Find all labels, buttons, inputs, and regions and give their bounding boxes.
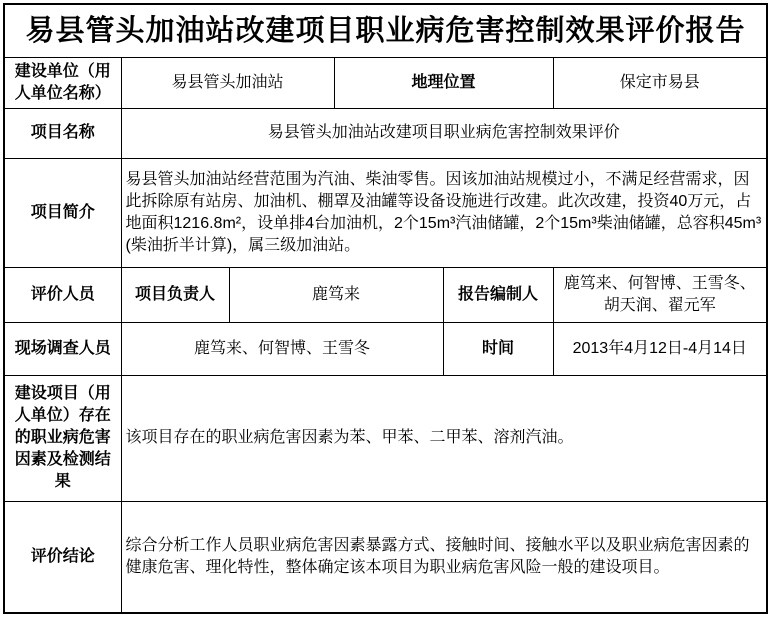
- project-intro-value: 易县管头加油站经营范围为汽油、柴油零售。因该加油站规模过小，不满足经营需求，因此拆除原有站房、加油机、棚罩及油罐等设备设施进行改建。此次改建，投资40万元，占地面积1216.8m²，设单排4台加油机，2个15m³汽油储罐，2个15m³柴油储罐，总容积45m³(柴油折半计算)，属三级加油站。: [121, 158, 767, 267]
- evaluation-report-table: [3, 3, 768, 614]
- hazard-factors-value: 该项目存在的职业病危害因素为苯、甲苯、二甲苯、溶剂汽油。: [121, 375, 767, 501]
- site-investigators-label: 现场调查人员: [4, 322, 121, 375]
- report-title: 易县管头加油站改建项目职业病危害控制效果评价报告: [4, 4, 767, 57]
- time-label: 时间: [443, 322, 553, 375]
- construction-unit-row: [4, 57, 767, 108]
- location-label: 地理位置: [334, 57, 553, 108]
- report-page: [0, 3, 768, 618]
- conclusion-value: 综合分析工作人员职业病危害因素暴露方式、接触时间、接触水平以及职业病危害因素的健康危害、理化特性，整体确定该本项目为职业病危害风险一般的建设项目。: [121, 501, 767, 613]
- hazard-factors-row: [4, 375, 767, 501]
- site-investigators-row: [4, 322, 767, 375]
- project-name-row: [4, 108, 767, 158]
- conclusion-label: 评价结论: [4, 501, 121, 613]
- site-investigators-value: 鹿笃来、何智博、王雪冬: [121, 322, 443, 375]
- project-name-label: 项目名称: [4, 108, 121, 158]
- conclusion-row: [4, 501, 767, 613]
- project-leader-value: 鹿笃来: [229, 267, 443, 322]
- report-writers-label: 报告编制人: [443, 267, 553, 322]
- evaluators-row: [4, 267, 767, 322]
- report-writers-value: 鹿笃来、何智博、王雪冬、胡天润、翟元军: [553, 267, 767, 322]
- project-intro-row: [4, 158, 767, 267]
- construction-unit-value: 易县管头加油站: [121, 57, 334, 108]
- project-name-value: 易县管头加油站改建项目职业病危害控制效果评价: [121, 108, 767, 158]
- construction-unit-label: 建设单位（用人单位名称）: [4, 57, 121, 108]
- time-value: 2013年4月12日-4月14日: [553, 322, 767, 375]
- title-row: [4, 4, 767, 57]
- hazard-factors-label: 建设项目（用人单位）存在的职业病危害因素及检测结果: [4, 375, 121, 501]
- evaluators-label: 评价人员: [4, 267, 121, 322]
- location-value: 保定市易县: [553, 57, 767, 108]
- project-intro-label: 项目简介: [4, 158, 121, 267]
- project-leader-label: 项目负责人: [121, 267, 229, 322]
